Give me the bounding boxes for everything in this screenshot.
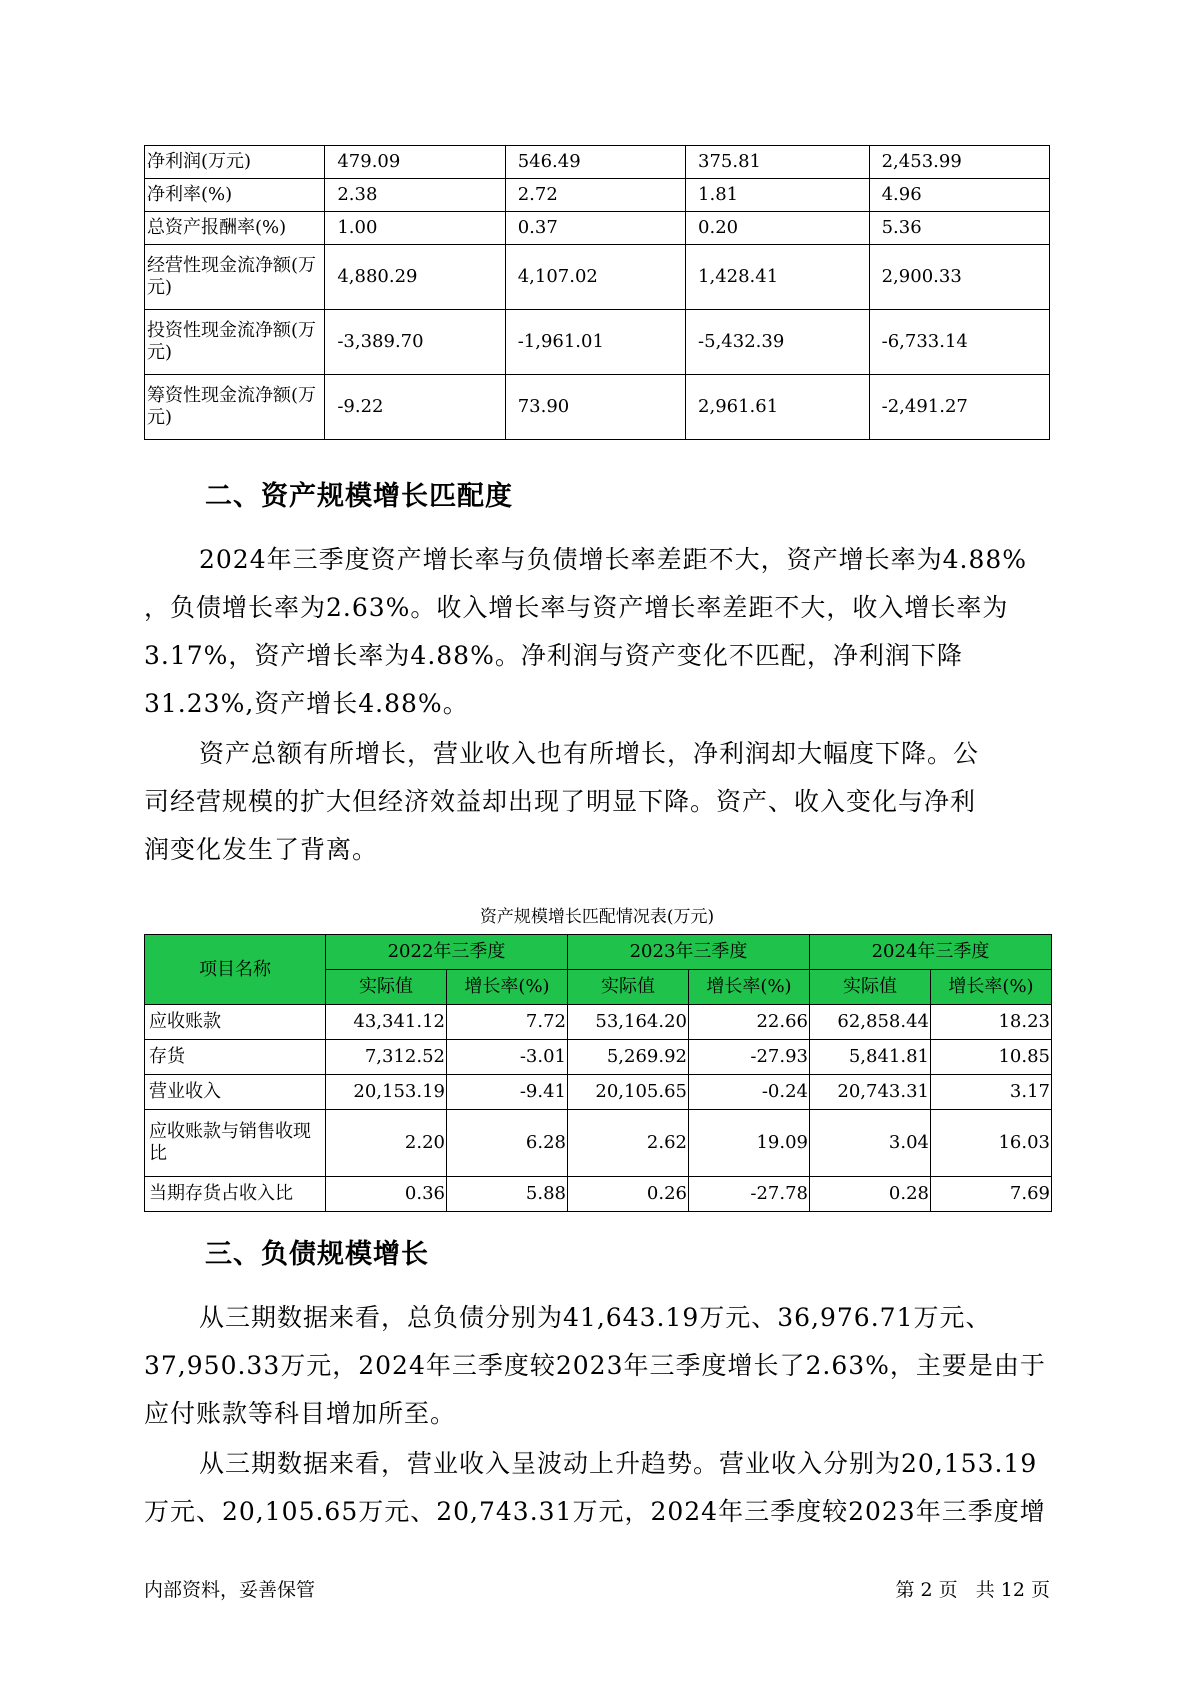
cell-value: 5,269.92 [568,1040,689,1075]
table-row [145,1005,1052,1040]
paragraph-line: 37,950.33万元，2024年三季度较2023年三季度增长了2.63%，主要是由于 [144,1351,1046,1380]
cell-value: 0.36 [326,1177,447,1212]
cell-value: 20,153.19 [326,1075,447,1110]
cell-value: -6,733.14 [869,310,1049,375]
paragraph-line: ，负债增长率为2.63%。收入增长率与资产增长率差距不大，收入增长率为 [144,593,1009,622]
column-header-period: 2022年三季度 [326,935,568,970]
cell-value: 62,858.44 [810,1005,931,1040]
cell-value: 20,105.65 [568,1075,689,1110]
row-label: 经营性现金流净额(万元) [145,245,325,310]
paragraph-line: 应付账款等科目增加所至。 [144,1399,457,1428]
section-heading: 二、资产规模增长匹配度 [205,481,513,512]
row-label: 存货 [145,1040,326,1075]
cell-value: -27.93 [689,1040,810,1075]
row-label: 净利率(%) [145,179,325,212]
cell-value: 2,900.33 [869,245,1049,310]
footer-left: 内部资料，妥善保管 [144,1579,316,1601]
cell-value: 2,961.61 [686,375,870,440]
cell-value: 2,453.99 [869,146,1049,179]
financial-summary-table [144,145,1050,440]
paragraph-line: 31.23%,资产增长4.88%。 [144,689,469,718]
cell-value: 53,164.20 [568,1005,689,1040]
cell-value: 5,841.81 [810,1040,931,1075]
page-number: 第 2 页 共 12 页 [895,1579,1050,1601]
cell-value: 0.37 [505,212,685,245]
table-row [145,1177,1052,1212]
paragraph [144,1294,1054,1438]
cell-value: -9.22 [325,375,505,440]
table-row [145,1110,1052,1177]
cell-value: 5.88 [447,1177,568,1212]
table-row [145,375,1050,440]
table-row [145,179,1050,212]
cell-value: 1,428.41 [686,245,870,310]
row-label: 营业收入 [145,1075,326,1110]
row-label: 当期存货占收入比 [145,1177,326,1212]
cell-value: -3,389.70 [325,310,505,375]
paragraph [144,730,1054,874]
cell-value: 1.81 [686,179,870,212]
cell-value: 2.62 [568,1110,689,1177]
cell-value: -5,432.39 [686,310,870,375]
cell-value: 16.03 [931,1110,1052,1177]
row-label: 应收账款 [145,1005,326,1040]
paragraph-line: 3.17%，资产增长率为4.88%。净利润与资产变化不匹配，净利润下降 [144,641,963,670]
row-label: 净利润(万元) [145,146,325,179]
table-row [145,212,1050,245]
cell-value: 0.20 [686,212,870,245]
paragraph-line: 司经营规模的扩大但经济效益却出现了明显下降。资产、收入变化与净利 [144,787,977,816]
cell-value: 73.90 [505,375,685,440]
cell-value: 3.17 [931,1075,1052,1110]
column-header-item: 项目名称 [145,935,326,1005]
asset-growth-table [144,934,1052,1212]
cell-value: -27.78 [689,1177,810,1212]
column-header-growth: 增长率(%) [689,970,810,1005]
cell-value: -1,961.01 [505,310,685,375]
column-header-actual: 实际值 [326,970,447,1005]
cell-value: 19.09 [689,1110,810,1177]
cell-value: -0.24 [689,1075,810,1110]
paragraph-line: 2024年三季度资产增长率与负债增长率差距不大，资产增长率为4.88% [199,545,1028,574]
cell-value: 2.20 [326,1110,447,1177]
cell-value: -3.01 [447,1040,568,1075]
cell-value: -2,491.27 [869,375,1049,440]
paragraph [144,536,1054,728]
table-row [145,146,1050,179]
cell-value: 4,107.02 [505,245,685,310]
cell-value: 20,743.31 [810,1075,931,1110]
row-label: 投资性现金流净额(万元) [145,310,325,375]
paragraph-line: 润变化发生了背离。 [144,835,379,864]
paragraph-line: 从三期数据来看，营业收入呈波动上升趋势。营业收入分别为20,153.19 [199,1449,1038,1478]
cell-value: 18.23 [931,1005,1052,1040]
section-heading: 三、负债规模增长 [205,1239,429,1270]
cell-value: 2.72 [505,179,685,212]
paragraph-line: 资产总额有所增长，营业收入也有所增长，净利润却大幅度下降。公 [199,739,980,768]
row-label: 总资产报酬率(%) [145,212,325,245]
cell-value: 6.28 [447,1110,568,1177]
cell-value: 0.26 [568,1177,689,1212]
table-row [145,1040,1052,1075]
column-header-actual: 实际值 [810,970,931,1005]
paragraph-line: 从三期数据来看，总负债分别为41,643.19万元、36,976.71万元、 [199,1303,992,1332]
column-header-growth: 增长率(%) [447,970,568,1005]
cell-value: 1.00 [325,212,505,245]
row-label: 筹资性现金流净额(万元) [145,375,325,440]
cell-value: 7.72 [447,1005,568,1040]
table-caption: 资产规模增长匹配情况表(万元) [479,907,715,927]
cell-value: 7.69 [931,1177,1052,1212]
cell-value: 4.96 [869,179,1049,212]
column-header-actual: 实际值 [568,970,689,1005]
cell-value: -9.41 [447,1075,568,1110]
column-header-growth: 增长率(%) [931,970,1052,1005]
header-row [145,935,1052,970]
cell-value: 5.36 [869,212,1049,245]
cell-value: 0.28 [810,1177,931,1212]
cell-value: 7,312.52 [326,1040,447,1075]
cell-value: 43,341.12 [326,1005,447,1040]
cell-value: 546.49 [505,146,685,179]
column-header-period: 2024年三季度 [810,935,1052,970]
cell-value: 22.66 [689,1005,810,1040]
cell-value: 10.85 [931,1040,1052,1075]
table-row [145,310,1050,375]
cell-value: 375.81 [686,146,870,179]
column-header-period: 2023年三季度 [568,935,810,970]
row-label: 应收账款与销售收现比 [145,1110,326,1177]
cell-value: 479.09 [325,146,505,179]
cell-value: 3.04 [810,1110,931,1177]
cell-value: 4,880.29 [325,245,505,310]
cell-value: 2.38 [325,179,505,212]
table-row [145,245,1050,310]
paragraph [144,1440,1054,1536]
table-row [145,1075,1052,1110]
paragraph-line: 万元、20,105.65万元、20,743.31万元，2024年三季度较2023年三季度增 [144,1497,1046,1526]
